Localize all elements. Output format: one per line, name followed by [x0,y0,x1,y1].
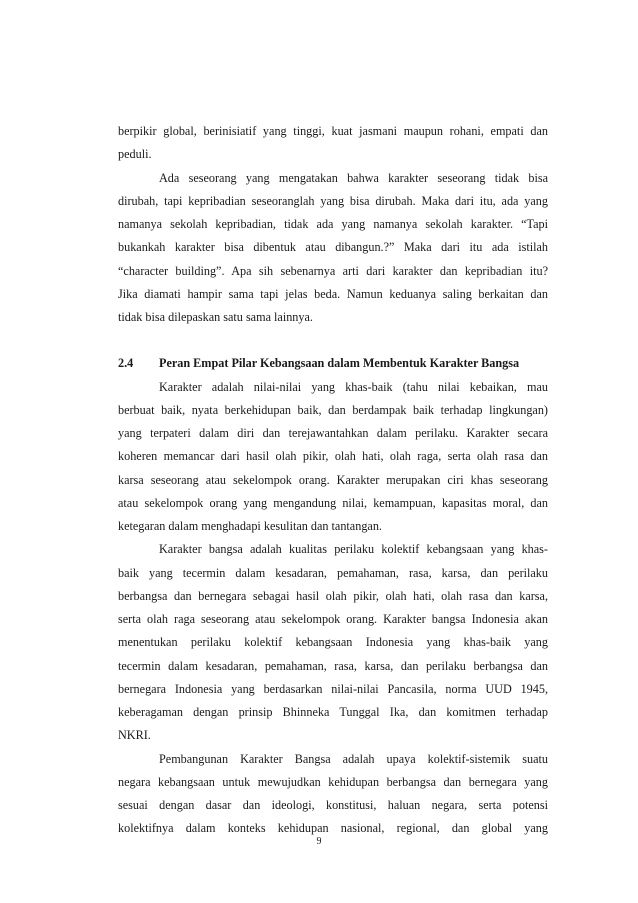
section-heading [118,352,548,375]
text-line: “character building”. Apa sih sebenarnya arti dari karakter dan kepribadian itu? [118,263,548,278]
paragraph-karakter-kepribadian [118,167,548,330]
text-line: yang terpateri dalam diri dan terejawantahkan dalam perilaku. Karakter secara [118,426,548,440]
text-line: Pembangunan Karakter Bangsa adalah upaya kolektif-sistemik suatu [159,751,548,766]
text-line: serta olah raga seseorang atau sekelompok orang. Karakter bangsa Indonesia akan [118,612,548,626]
paragraph-karakter-bangsa [118,538,548,747]
text-line: NKRI. [118,728,151,743]
text-line: peduli. [118,147,152,162]
section-number: 2.4 [118,356,134,371]
text-line: Karakter adalah nilai-nilai yang khas-baik (tahu nilai kebaikan, mau [159,379,548,394]
text-line: tecermin dalam kesadaran, pemahaman, rasa, karsa, dan perilaku berbangsa dan [118,658,548,673]
text-line: ketegaran dalam menghadapi kesulitan dan tantangan. [118,519,382,533]
text-line: bernegara Indonesia yang berdasarkan nilai-nilai Pancasila, norma UUD 1945, [118,681,548,696]
text-line: negara kebangsaan untuk mewujudkan kehidupan berbangsa dan bernegara yang [118,774,548,789]
text-line: berbangsa dan bernegara sebagai hasil olah pikir, olah hati, olah rasa dan karsa, [118,588,548,603]
text-line: Karakter bangsa adalah kualitas perilaku kolektif kebangsaan yang khas- [159,542,548,557]
section-title: Peran Empat Pilar Kebangsaan dalam Membentuk Karakter Bangsa [159,356,520,371]
text-line: namanya sekolah kepribadian, tidak ada yang namanya sekolah karakter. “Tapi [118,217,548,231]
text-line: koheren memancar dari hasil olah pikir, olah hati, olah raga, serta olah rasa dan [118,449,548,464]
text-line: Jika diamati hampir sama tapi jelas beda. Namun keduanya saling berkaitan dan [118,286,548,301]
text-line: berpikir global, berinisiatif yang tinggi, kuat jasmani maupun rohani, empati dan [118,124,548,138]
text-line: kolektifnya dalam konteks kehidupan nasional, regional, dan global yang [118,821,548,836]
text-line: dirubah, tapi kepribadian seseoranglah yang bisa dirubah. Maka dari itu, ada yang [118,193,548,208]
text-line: tidak bisa dilepaskan satu sama lainnya. [118,310,313,324]
page-body [118,120,548,841]
text-line: Ada seseorang yang mengatakan bahwa karakter seseorang tidak bisa [159,170,548,185]
text-line: berbuat baik, nyata berkehidupan baik, dan berdampak baik terhadap lingkungan) [118,402,548,417]
text-line: karsa seseorang atau sekelompok orang. Karakter merupakan ciri khas seseorang [118,472,548,487]
text-line: baik yang tecermin dalam kesadaran, pemahaman, rasa, karsa, dan perilaku [118,565,548,580]
page-number: 9 [316,836,322,847]
text-line: keberagaman dengan prinsip Bhinneka Tunggal Ika, dan komitmen terhadap [118,705,548,719]
paragraph-continuation [118,120,548,167]
text-line: sesuai dengan dasar dan ideologi, konstitusi, haluan negara, serta potensi [118,798,548,812]
text-line: atau sekelompok orang yang mengandung nilai, kemampuan, kapasitas moral, dan [118,495,548,510]
text-line: menentukan perilaku kolektif kebangsaan Indonesia yang khas-baik yang [118,635,548,650]
paragraph-definisi-karakter [118,376,548,539]
text-line: bukankah karakter bisa dibentuk atau dibangun.?” Maka dari itu ada istilah [118,240,548,255]
paragraph-pembangunan-karakter [118,748,548,841]
